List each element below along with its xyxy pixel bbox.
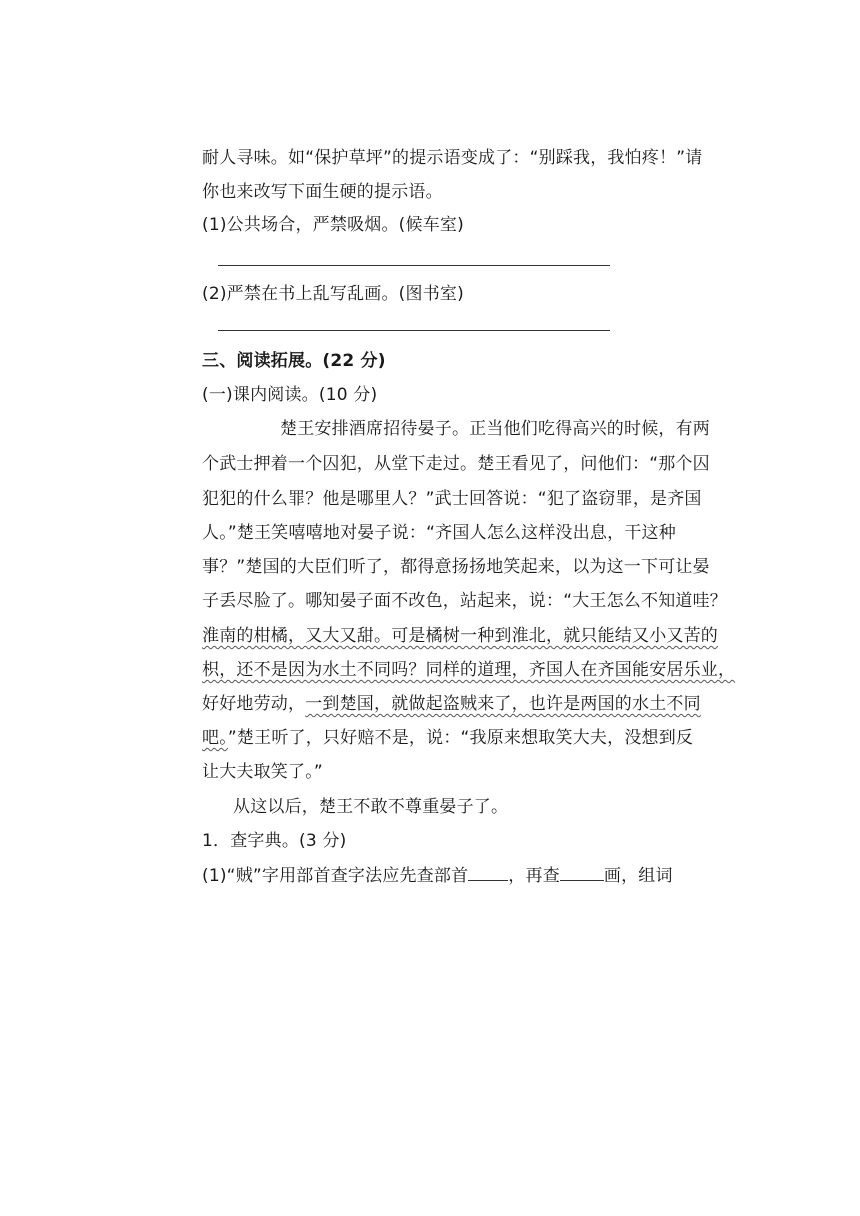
item-2-text: (2)严禁在书上乱写乱画。(图书室) (202, 284, 464, 304)
question-1-title: 1．查字典。(3 分) (202, 831, 347, 851)
passage-line-2: 个武士押着一个囚犯，从堂下走过。楚王看见了，问他们：“那个囚 (202, 454, 710, 474)
intro-line-2: 你也来改写下面生硬的提示语。 (202, 182, 443, 202)
passage-line-9-underlined: 一到楚国，就做起盗贼来了，也许是两国的水土不同 (305, 694, 701, 714)
section-3-heading: 三、阅读拓展。(22 分) (202, 351, 386, 371)
passage-line-9 (202, 693, 701, 715)
q1-prompt-a: (1)“贼”字用部首查字法应先查部首 (202, 866, 469, 886)
passage-line-1: 楚王安排酒席招待晏子。正当他们吃得高兴的时候，有两 (280, 419, 710, 439)
passage-line-10 (202, 727, 693, 749)
intro-line-1: 耐人寻味。如“保护草坪”的提示语变成了：“别踩我，我怕疼！”请 (202, 148, 703, 168)
question-1-part-1 (202, 864, 673, 887)
q1-prompt-c: 画，组词 (603, 866, 673, 886)
passage-line-5: 事？”楚国的大臣们听了，都得意扬扬地笑起来，以为这一下可让晏 (202, 557, 710, 577)
passage-line-12: 从这以后，楚王不敢不尊重晏子了。 (233, 797, 509, 817)
passage-line-10-underlined: 吧。 (202, 728, 228, 748)
stroke-count-blank[interactable] (560, 864, 604, 881)
passage-line-6: 子丢尽脸了。哪知晏子面不改色，站起来，说：“大王怎么不知道哇？ (202, 591, 728, 611)
radical-blank[interactable] (468, 864, 508, 881)
passage-line-10-plain: ”楚王听了，只好赔不是，说：“我原来想取笑大夫，没想到反 (227, 728, 694, 748)
q1-prompt-b: ，再查 (508, 866, 560, 886)
section-3-subheading: (一)课内阅读。(10 分) (202, 385, 378, 405)
passage-line-9-plain: 好好地劳动， (202, 694, 306, 714)
passage-line-4: 人。”楚王笑嘻嘻地对晏子说：“齐国人怎么这样没出息，干这种 (202, 523, 676, 543)
item-1-text: (1)公共场合，严禁吸烟。(候车室) (202, 215, 464, 235)
passage-line-3: 犯犯的什么罪？他是哪里人？”武士回答说：“犯了盗窃罪，是齐国 (202, 489, 702, 509)
answer-line-2[interactable] (218, 330, 610, 331)
passage-line-7: 淮南的柑橘，又大又甜。可是橘树一种到淮北，就只能结又小又苦的 (202, 626, 718, 646)
answer-line-1[interactable] (218, 265, 610, 266)
passage-line-11: 让大夫取笑了。” (202, 762, 323, 782)
passage-line-8: 枳，还不是因为水土不同吗？同样的道理，齐国人在齐国能安居乐业， (202, 660, 736, 680)
